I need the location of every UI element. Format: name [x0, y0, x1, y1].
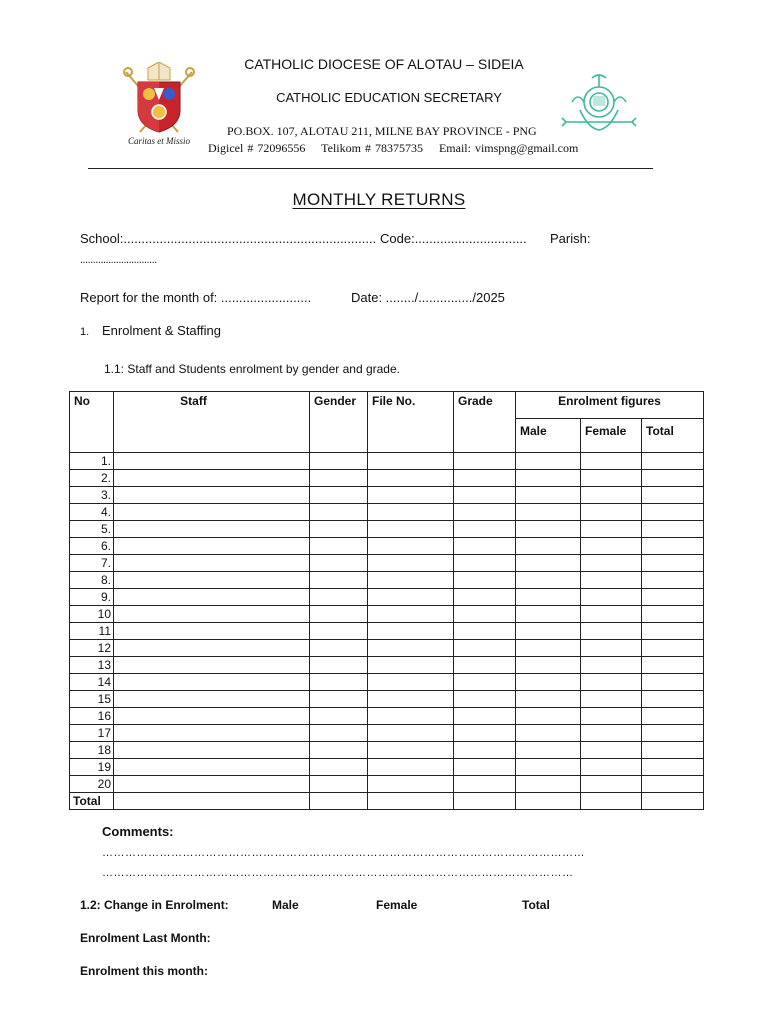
table-cell[interactable] [642, 674, 704, 691]
change-total-label: Total [522, 898, 550, 912]
table-cell[interactable] [642, 776, 704, 793]
table-row [70, 759, 704, 776]
table-cell[interactable] [310, 657, 368, 674]
comments-label: Comments: [102, 824, 174, 839]
table-cell[interactable] [114, 453, 310, 470]
table-cell[interactable] [642, 470, 704, 487]
table-cell[interactable] [516, 708, 581, 725]
code-field[interactable]: Code:............................... [380, 231, 527, 246]
diocese-coat-of-arms-logo [118, 62, 200, 148]
table-cell[interactable] [114, 470, 310, 487]
table-cell[interactable] [368, 538, 454, 555]
table-cell[interactable] [516, 691, 581, 708]
table-cell[interactable] [516, 742, 581, 759]
col-header-male: Male [516, 419, 581, 453]
row-number: 8. [70, 572, 114, 589]
table-cell[interactable] [368, 606, 454, 623]
diocese-coat-of-arms-icon [118, 62, 200, 148]
contact-line [208, 141, 590, 156]
table-cell[interactable] [114, 674, 310, 691]
enrolment-table [69, 391, 704, 810]
table-cell[interactable] [454, 453, 516, 470]
table-cell[interactable] [114, 623, 310, 640]
table-cell[interactable] [310, 640, 368, 657]
table-row [70, 674, 704, 691]
table-cell[interactable] [581, 589, 642, 606]
table-cell[interactable] [114, 657, 310, 674]
table-cell[interactable] [642, 606, 704, 623]
row-number: 4. [70, 504, 114, 521]
col-header-total: Total [642, 419, 704, 453]
table-cell[interactable] [368, 623, 454, 640]
col-header-no: No [70, 392, 114, 453]
table-cell[interactable] [454, 538, 516, 555]
row-number: 3. [70, 487, 114, 504]
table-row [70, 657, 704, 674]
table-cell[interactable] [454, 657, 516, 674]
table-cell[interactable] [114, 538, 310, 555]
table-cell[interactable] [454, 589, 516, 606]
table-cell[interactable] [368, 521, 454, 538]
row-number: 20 [70, 776, 114, 793]
table-cell[interactable] [114, 691, 310, 708]
table-row [70, 555, 704, 572]
section-subtitle: 1.1: Staff and Students enrolment by gender and grade. [104, 362, 400, 376]
table-cell[interactable] [454, 504, 516, 521]
table-cell[interactable] [114, 776, 310, 793]
table-cell[interactable] [310, 521, 368, 538]
table-cell[interactable] [642, 589, 704, 606]
table-cell[interactable] [454, 742, 516, 759]
section-number: 1. [80, 326, 90, 338]
table-cell[interactable] [114, 606, 310, 623]
enrolment-last-month-label: Enrolment Last Month: [80, 931, 211, 945]
table-cell[interactable] [310, 589, 368, 606]
table-cell[interactable] [368, 470, 454, 487]
table-cell[interactable] [454, 521, 516, 538]
table-cell[interactable] [368, 691, 454, 708]
table-cell[interactable] [581, 538, 642, 555]
row-number: 11 [70, 623, 114, 640]
table-row [70, 708, 704, 725]
table-cell[interactable] [642, 572, 704, 589]
row-number: 16 [70, 708, 114, 725]
table-row [70, 691, 704, 708]
table-cell[interactable] [516, 606, 581, 623]
table-cell[interactable] [454, 555, 516, 572]
row-number: 14 [70, 674, 114, 691]
table-cell[interactable] [368, 742, 454, 759]
table-cell[interactable] [310, 623, 368, 640]
table-cell[interactable] [516, 470, 581, 487]
table-cell[interactable] [310, 674, 368, 691]
table-cell[interactable] [310, 606, 368, 623]
table-row [70, 521, 704, 538]
table-row [70, 504, 704, 521]
table-cell[interactable] [454, 470, 516, 487]
table-cell[interactable] [516, 521, 581, 538]
table-cell[interactable] [454, 708, 516, 725]
table-row [70, 589, 704, 606]
table-cell[interactable] [516, 538, 581, 555]
change-male-label: Male [272, 898, 299, 912]
row-number: 17 [70, 725, 114, 742]
table-row [70, 623, 704, 640]
table-cell[interactable] [454, 572, 516, 589]
table-row [70, 725, 704, 742]
table-cell[interactable] [454, 759, 516, 776]
email-address: Email: vimspng@gmail.com [438, 141, 579, 155]
table-cell[interactable] [114, 742, 310, 759]
change-in-enrolment-label: 1.2: Change in Enrolment: [80, 898, 229, 912]
table-row [70, 538, 704, 555]
table-cell[interactable] [114, 555, 310, 572]
row-number: 7. [70, 555, 114, 572]
table-cell[interactable] [310, 453, 368, 470]
total-cell[interactable] [581, 793, 642, 810]
table-cell[interactable] [368, 504, 454, 521]
row-number: 10 [70, 606, 114, 623]
table-cell[interactable] [310, 691, 368, 708]
table-cell[interactable] [114, 708, 310, 725]
table-cell[interactable] [310, 572, 368, 589]
table-cell[interactable] [454, 606, 516, 623]
logo-caption: Caritas et Missio [127, 136, 191, 146]
table-cell[interactable] [581, 759, 642, 776]
table-cell[interactable] [454, 776, 516, 793]
table-cell[interactable] [516, 759, 581, 776]
table-cell[interactable] [581, 453, 642, 470]
table-cell[interactable] [642, 708, 704, 725]
table-row [70, 487, 704, 504]
table-cell[interactable] [368, 555, 454, 572]
table-cell[interactable] [310, 555, 368, 572]
education-secretary: CATHOLIC EDUCATION SECRETARY [276, 90, 502, 105]
section-heading-enrolment [80, 323, 221, 338]
table-cell[interactable] [642, 759, 704, 776]
table-cell[interactable] [581, 504, 642, 521]
diocese-name: CATHOLIC DIOCESE OF ALOTAU – SIDEIA [244, 56, 524, 72]
table-cell[interactable] [368, 640, 454, 657]
table-cell[interactable] [581, 691, 642, 708]
parish-field[interactable]: Parish: [550, 231, 591, 246]
table-cell[interactable] [581, 776, 642, 793]
table-cell[interactable] [516, 555, 581, 572]
row-number: 13 [70, 657, 114, 674]
parish-field-continuation[interactable]: .............................. [80, 254, 157, 266]
change-female-label: Female [376, 898, 418, 912]
table-cell[interactable] [454, 623, 516, 640]
table-cell[interactable] [581, 657, 642, 674]
table-cell[interactable] [581, 555, 642, 572]
table-cell[interactable] [310, 742, 368, 759]
table-cell[interactable] [368, 487, 454, 504]
table-cell[interactable] [642, 691, 704, 708]
table-cell[interactable] [114, 640, 310, 657]
table-cell[interactable] [516, 504, 581, 521]
row-number: 5. [70, 521, 114, 538]
header-divider [88, 168, 653, 169]
table-cell[interactable] [516, 674, 581, 691]
table-row [70, 742, 704, 759]
school-field[interactable]: School:...................................................................... [80, 231, 377, 246]
table-cell[interactable] [454, 487, 516, 504]
table-cell[interactable] [581, 725, 642, 742]
table-cell[interactable] [516, 589, 581, 606]
col-header-grade: Grade [454, 392, 516, 453]
table-cell[interactable] [114, 521, 310, 538]
report-month-field[interactable]: Report for the month of: ......................... [80, 290, 312, 305]
table-cell[interactable] [368, 657, 454, 674]
table-cell[interactable] [114, 725, 310, 742]
total-cell[interactable] [642, 793, 704, 810]
table-cell[interactable] [368, 674, 454, 691]
row-number: 2. [70, 470, 114, 487]
row-number: 9. [70, 589, 114, 606]
postal-address: PO.BOX. 107, ALOTAU 211, MILNE BAY PROVINCE - PNG [227, 124, 537, 138]
table-cell[interactable] [581, 470, 642, 487]
table-cell[interactable] [581, 487, 642, 504]
col-header-file-no: File No. [368, 392, 454, 453]
table-cell[interactable] [642, 640, 704, 657]
table-cell[interactable] [310, 487, 368, 504]
table-cell[interactable] [642, 725, 704, 742]
table-row [70, 606, 704, 623]
table-cell[interactable] [368, 453, 454, 470]
table-cell[interactable] [642, 538, 704, 555]
table-row [70, 776, 704, 793]
row-number: 19 [70, 759, 114, 776]
table-cell[interactable] [114, 487, 310, 504]
table-cell[interactable] [310, 470, 368, 487]
row-number: 6. [70, 538, 114, 555]
table-cell[interactable] [642, 453, 704, 470]
digicel-number: Digicel # 72096556 [208, 141, 306, 155]
table-cell[interactable] [114, 504, 310, 521]
table-cell[interactable] [516, 623, 581, 640]
table-cell[interactable] [642, 521, 704, 538]
table-cell[interactable] [516, 453, 581, 470]
col-header-enrolment-figures: Enrolment figures [516, 392, 704, 419]
total-cell[interactable] [454, 793, 516, 810]
table-cell[interactable] [310, 776, 368, 793]
table-cell[interactable] [368, 572, 454, 589]
table-cell[interactable] [581, 572, 642, 589]
row-number: 18 [70, 742, 114, 759]
date-field[interactable]: Date: ......../.............../2025 [351, 290, 505, 305]
table-row [70, 470, 704, 487]
table-cell[interactable] [642, 623, 704, 640]
table-cell[interactable] [642, 504, 704, 521]
row-number: 1. [70, 453, 114, 470]
table-cell[interactable] [516, 776, 581, 793]
telikom-number: Telikom # 78375735 [321, 141, 423, 155]
table-cell[interactable] [516, 487, 581, 504]
row-number: 12 [70, 640, 114, 657]
table-cell[interactable] [581, 742, 642, 759]
col-header-female: Female [581, 419, 642, 453]
table-cell[interactable] [642, 657, 704, 674]
table-cell[interactable] [516, 725, 581, 742]
table-cell[interactable] [642, 487, 704, 504]
table-cell[interactable] [368, 776, 454, 793]
section-title: Enrolment & Staffing [102, 323, 221, 338]
table-cell[interactable] [581, 606, 642, 623]
table-row [70, 572, 704, 589]
total-cell[interactable] [516, 793, 581, 810]
total-cell[interactable] [310, 793, 368, 810]
table-cell[interactable] [516, 572, 581, 589]
table-cell[interactable] [581, 640, 642, 657]
table-cell[interactable] [454, 691, 516, 708]
table-cell[interactable] [114, 572, 310, 589]
page-title: MONTHLY RETURNS [292, 190, 466, 209]
table-cell[interactable] [581, 521, 642, 538]
table-cell[interactable] [368, 708, 454, 725]
col-header-gender: Gender [310, 392, 368, 453]
table-cell[interactable] [454, 725, 516, 742]
total-cell[interactable] [368, 793, 454, 810]
table-cell[interactable] [516, 657, 581, 674]
table-cell[interactable] [581, 623, 642, 640]
col-header-staff: Staff [114, 392, 310, 453]
table-cell[interactable] [454, 640, 516, 657]
table-cell[interactable] [516, 640, 581, 657]
total-row-label: Total [70, 793, 114, 810]
row-number: 15 [70, 691, 114, 708]
table-cell[interactable] [310, 504, 368, 521]
table-cell[interactable] [642, 742, 704, 759]
comments-line-2[interactable]: …………………………………………………………………………………………………………… [102, 867, 574, 879]
comments-line-1[interactable]: ……………………………………………………………………………………………………………… [102, 847, 585, 859]
table-cell[interactable] [310, 538, 368, 555]
table-cell[interactable] [114, 589, 310, 606]
table-cell[interactable] [114, 759, 310, 776]
table-cell[interactable] [310, 708, 368, 725]
table-row [70, 453, 704, 470]
table-cell[interactable] [642, 555, 704, 572]
table-row [70, 640, 704, 657]
table-cell[interactable] [581, 674, 642, 691]
table-cell[interactable] [368, 759, 454, 776]
table-cell[interactable] [368, 589, 454, 606]
total-cell[interactable] [114, 793, 310, 810]
table-cell[interactable] [310, 725, 368, 742]
table-cell[interactable] [368, 725, 454, 742]
table-cell[interactable] [581, 708, 642, 725]
table-cell[interactable] [454, 674, 516, 691]
table-cell[interactable] [310, 759, 368, 776]
enrolment-this-month-label: Enrolment this month: [80, 964, 208, 978]
